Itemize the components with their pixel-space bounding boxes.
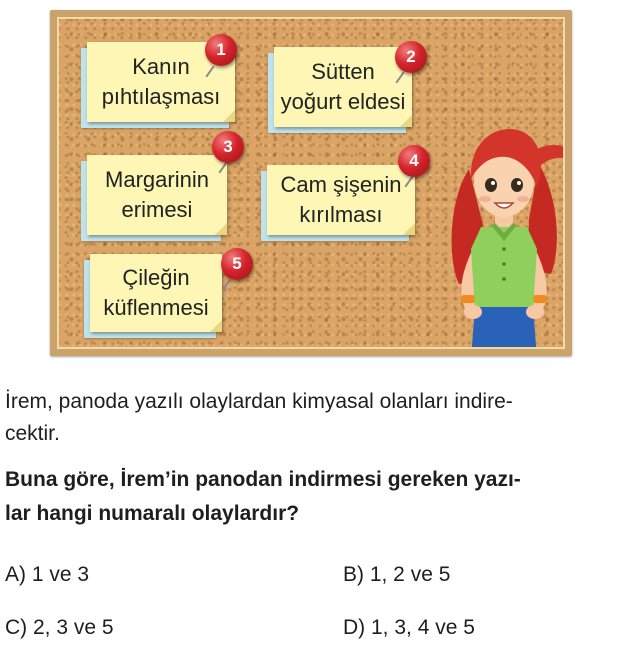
note-5-line1: Çileğin (122, 265, 190, 290)
note-4-line2: kırılması (299, 202, 383, 227)
note-2-line1: Sütten (311, 59, 375, 84)
pin-4-number: 4 (409, 151, 419, 170)
note-1-line2: pıhtılaşması (101, 84, 221, 109)
right-eye (511, 178, 523, 192)
option-d[interactable]: D) 1, 3, 4 ve 5 (343, 616, 475, 639)
note-2-paper (274, 47, 412, 127)
pin-1-number: 1 (216, 40, 226, 59)
left-hand (464, 305, 482, 319)
cork-board (50, 10, 572, 356)
question-text (5, 463, 617, 531)
left-cheek (479, 196, 491, 202)
option-c[interactable]: C) 2, 3 ve 5 (5, 616, 114, 639)
option-b[interactable]: B) 1, 2 ve 5 (343, 563, 451, 586)
note-4-line1: Cam şişenin (280, 172, 402, 197)
pin-5-number: 5 (232, 254, 242, 273)
pin-2-number: 2 (406, 47, 416, 66)
left-eye-shine (491, 181, 495, 185)
problem-statement-line1: İrem, panoda yazılı olaylardan kimyasal olanları indire- (5, 390, 513, 413)
note-3-paper (87, 155, 227, 235)
pin-3-number: 3 (223, 137, 233, 156)
right-bracelet (533, 295, 547, 303)
right-eye-shine (517, 181, 521, 185)
shirt-button-2 (502, 262, 506, 266)
note-5-line2: küflenmesi (103, 295, 209, 320)
option-a[interactable]: A) 1 ve 3 (5, 563, 90, 586)
shirt-button-1 (502, 247, 506, 251)
left-eye (485, 178, 497, 192)
pin-4-icon (398, 145, 430, 177)
right-cheek (517, 196, 529, 202)
pin-2-icon (395, 41, 427, 73)
question-line2: lar hangi numaralı olaylardır? (5, 502, 300, 525)
note-4 (267, 165, 415, 235)
question-line1: Buna göre, İrem’in panodan indirmesi gereken yazı- (5, 468, 521, 491)
note-3 (87, 155, 227, 235)
note-1-line1: Kanın (132, 54, 190, 79)
note-3-line1: Margarinin (105, 167, 209, 192)
note-2 (274, 47, 412, 127)
pin-5-icon (221, 248, 253, 280)
pin-5-needle-icon (221, 280, 230, 292)
right-hand (526, 305, 544, 319)
note-2-line2: yoğurt eldesi (280, 89, 406, 114)
problem-statement-line2: cektir. (5, 422, 60, 445)
pin-3-icon (212, 131, 244, 163)
hair-strand (537, 145, 572, 167)
pin-1-icon (205, 34, 237, 66)
problem-statement (5, 386, 617, 450)
note-5-paper (90, 254, 222, 332)
left-bracelet (461, 295, 475, 303)
shirt-button-3 (502, 277, 506, 281)
girl-illustration (429, 109, 572, 356)
note-3-line2: erimesi (121, 197, 193, 222)
note-4-paper (267, 165, 415, 235)
note-5 (90, 254, 222, 332)
